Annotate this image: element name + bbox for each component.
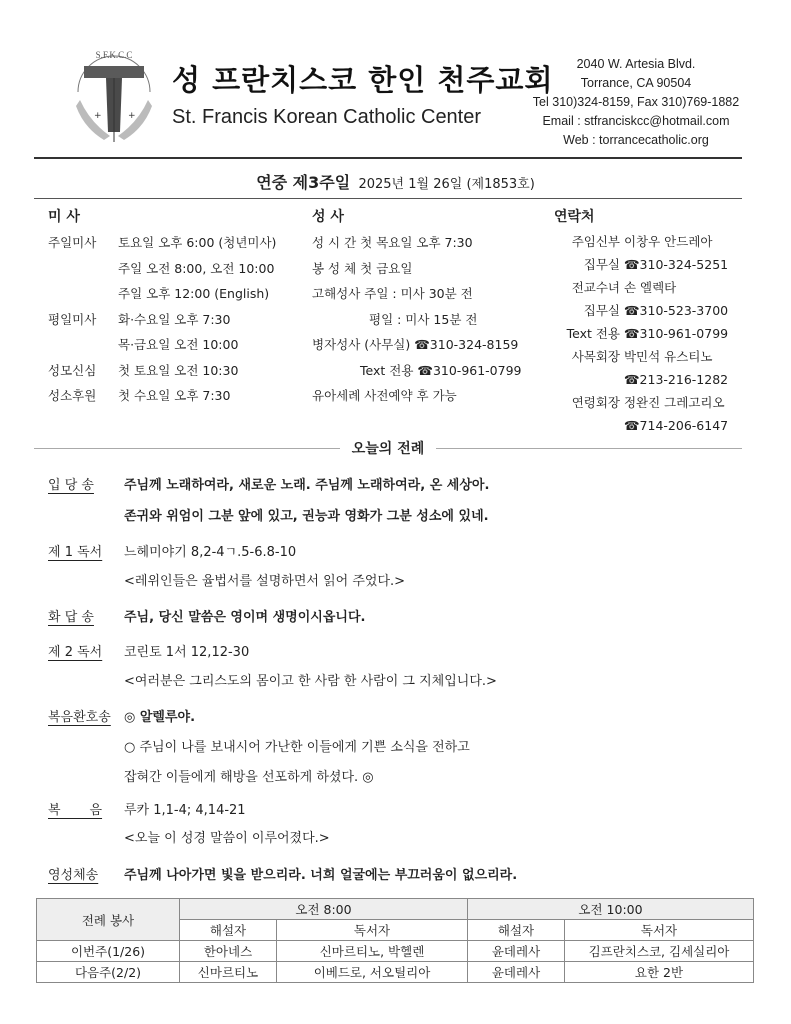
week-cell: 이번주(1/26): [37, 941, 180, 962]
second-reading-label: 제 2 독서: [48, 645, 103, 660]
commentator-cell: 윤데레사: [468, 962, 565, 983]
address-city: Torrance, CA 90504: [580, 76, 692, 90]
alleluia-line3: 잡혀간 이들에게 해방을 선포하게 하셨다. ◎: [124, 770, 374, 785]
reader-cell: 이베드로, 서오틸리아: [277, 962, 468, 983]
header-divider: [34, 157, 742, 159]
address-phone: Tel 310)324-8159, Fax 310)769-1882: [532, 95, 740, 109]
entrance-antiphon-line2: 존귀와 위엄이 그분 앞에 있고, 권능과 영화가 그분 성소에 있네.: [124, 509, 489, 524]
contact-label: 전교수녀: [571, 280, 620, 295]
table-corner: 전례 봉사: [37, 899, 180, 941]
reader-cell: 김프란치스코, 김세실리아: [565, 941, 754, 962]
svg-text:+: +: [94, 111, 102, 121]
contact-value: ☎310-961-0799: [623, 326, 729, 341]
mass-label: 평일미사: [48, 311, 97, 327]
mass-8am-header: 오전 8:00: [180, 899, 468, 920]
contact-label: 연령회장: [571, 395, 620, 410]
mass-time: 목·금요일 오전 10:00: [118, 337, 239, 352]
issue-divider: [34, 198, 742, 199]
church-name-english: St. Francis Korean Catholic Center: [172, 106, 482, 128]
liturgy-service-table: [36, 898, 754, 983]
commentator-cell: 한아네스: [180, 941, 277, 962]
mass-time: 주일 오전 8:00, 오전 10:00: [118, 260, 275, 276]
mass-label: 성모신심: [48, 362, 97, 378]
sacraments-schedule: [312, 230, 522, 409]
commentator-header: 해설자: [468, 920, 565, 941]
first-reading-summary: <레위인들은 율법서를 설명하면서 읽어 주었다.>: [124, 574, 406, 589]
sacrament-item: 유아세례 사전예약 후 가능: [312, 388, 457, 403]
psalm-text: 주님, 당신 말씀은 영이며 생명이시옵니다.: [124, 610, 366, 625]
sacrament-item: 고해성사 주일 : 미사 30분 전: [312, 286, 473, 301]
contact-value: 손 엘렉타: [623, 280, 677, 295]
commentator-cell: 윤데레사: [468, 941, 565, 962]
commentator-cell: 신마르티노: [180, 962, 277, 983]
issue-week: 연중 제3주일: [256, 173, 351, 192]
mass-label: 주일미사: [48, 235, 97, 250]
sacrament-item: 성 시 간 첫 목요일 오후 7:30: [312, 235, 473, 250]
sacrament-item: 병자성사 (사무실) ☎310-324-8159: [312, 337, 519, 352]
contact-value: 이창우 안드레아: [623, 234, 713, 249]
gospel-label: 복 음: [48, 803, 103, 818]
table-row: [37, 962, 754, 983]
church-logo: [70, 44, 158, 144]
church-name-korean: 성 프란치스코 한인 천주교회: [172, 63, 554, 97]
alleluia-line2: ○ 주님이 나를 보내시어 가난한 이들에게 기쁜 소식을 전하고: [124, 740, 470, 755]
mass-time: 화·수요일 오후 7:30: [118, 311, 231, 327]
contacts-list: [552, 230, 728, 437]
alleluia-label: 복음환호송: [48, 710, 111, 725]
entrance-antiphon-line1: 주님께 노래하여라, 새로운 노래. 주님께 노래하여라, 온 세상아.: [124, 478, 490, 493]
contact-label: 주임신부: [571, 234, 620, 249]
address-email: Email : stfranciskcc@hotmail.com: [542, 114, 730, 128]
mass-time: 주일 오후 12:00 (English): [118, 286, 270, 301]
entrance-antiphon-label: 입 당 송: [48, 478, 94, 493]
logo-text: S.F.K.C.C: [95, 50, 133, 60]
gospel-ref: 루카 1,1-4; 4,14-21: [124, 803, 246, 818]
communion-antiphon-label: 영성체송: [48, 868, 99, 883]
contact-value: ☎714-206-6147: [623, 418, 729, 433]
mass-heading: 미 사: [48, 209, 80, 225]
contact-label: 집무실: [583, 303, 620, 318]
issue-date: 2025년 1월 26일: [358, 177, 463, 192]
mass-10am-header: 오전 10:00: [468, 899, 754, 920]
reader-header: 독서자: [277, 920, 468, 941]
commentator-header: 해설자: [180, 920, 277, 941]
svg-text:+: +: [128, 111, 136, 121]
mass-schedule: [48, 230, 276, 409]
first-reading-ref: 느헤미야기 8,2-4ㄱ.5-6.8-10: [124, 545, 297, 560]
mass-time: 첫 토요일 오전 10:30: [118, 362, 239, 378]
contacts-heading: 연락처: [554, 209, 595, 225]
psalm-label: 화 답 송: [48, 610, 94, 625]
contact-value: ☎213-216-1282: [623, 372, 729, 387]
sacraments-heading: 성 사: [312, 209, 344, 225]
issue-line: [0, 170, 791, 193]
second-reading-summary: <여러분은 그리스도의 몸이고 한 사람 한 사람이 그 지체입니다.>: [124, 674, 497, 689]
sacrament-item: 평일 : 미사 15분 전: [369, 311, 478, 327]
second-reading-ref: 코린토 1서 12,12-30: [124, 645, 250, 660]
contact-value: 박민석 유스티노: [623, 349, 713, 364]
liturgy-header: [34, 438, 742, 458]
contact-value: ☎310-324-5251: [623, 257, 729, 272]
mass-label: 성소후원: [48, 388, 97, 403]
sacrament-item: Text 전용 ☎310-961-0799: [360, 362, 522, 378]
communion-antiphon-text: 주님께 나아가면 빛을 받으리라. 너희 얼굴에는 부끄러움이 없으리라.: [124, 868, 518, 883]
reader-cell: 신마르티노, 박헬렌: [277, 941, 468, 962]
alleluia-line1: ◎ 알렐루야.: [124, 710, 196, 725]
gospel-summary: <오늘 이 성경 말씀이 이루어졌다.>: [124, 831, 330, 846]
contact-label: Text 전용: [566, 326, 620, 341]
reader-cell: 요한 2반: [565, 962, 754, 983]
liturgy-title: 오늘의 전례: [340, 441, 437, 457]
contact-label: 집무실: [583, 257, 620, 272]
mass-time: 첫 수요일 오후 7:30: [118, 388, 231, 403]
issue-number: (제1853호): [466, 177, 535, 192]
address-street: 2040 W. Artesia Blvd.: [576, 57, 696, 71]
contact-label: 사목회장: [571, 349, 620, 364]
sacrament-item: 봉 성 체 첫 금요일: [312, 260, 413, 276]
mass-time: 토요일 오후 6:00 (청년미사): [118, 235, 277, 250]
first-reading-label: 제 1 독서: [48, 545, 103, 560]
church-address: [526, 55, 746, 150]
contact-value: 정완진 그레고리오: [623, 395, 725, 410]
contact-value: ☎310-523-3700: [623, 303, 729, 318]
table-row: [37, 941, 754, 962]
week-cell: 다음주(2/2): [37, 962, 180, 983]
address-web: Web : torrancecatholic.org: [563, 133, 709, 147]
reader-header: 독서자: [565, 920, 754, 941]
